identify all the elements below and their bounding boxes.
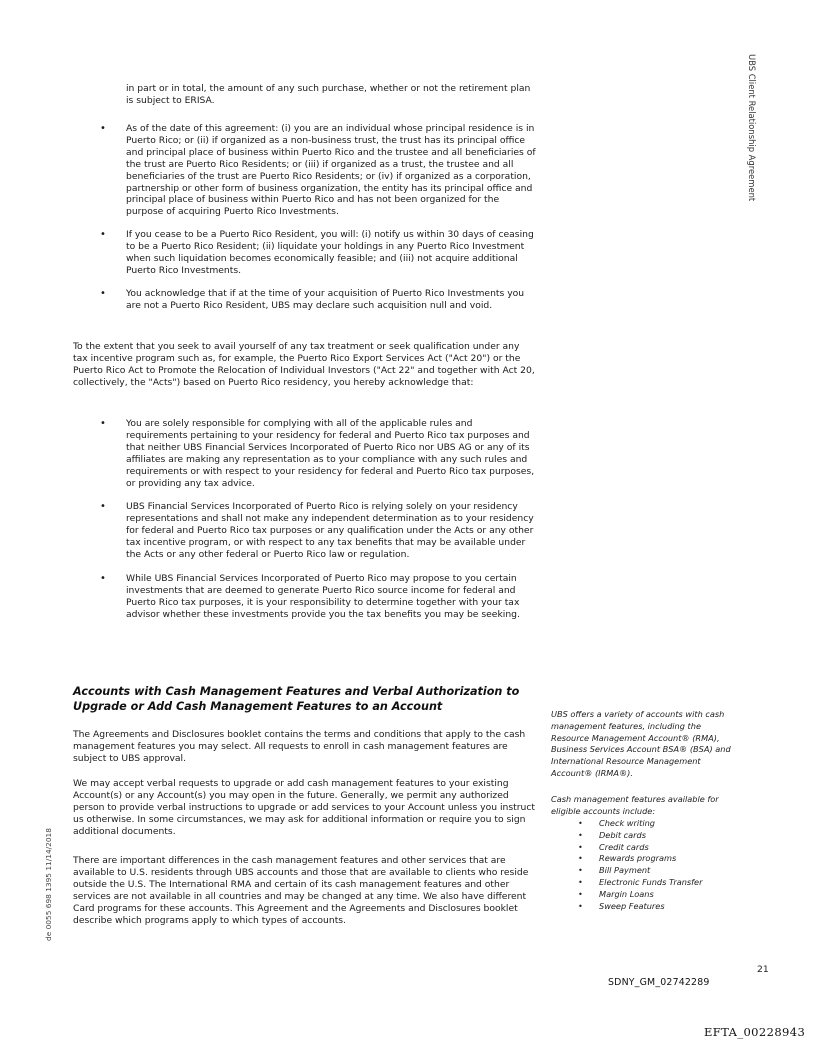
feature-item: • Rewards programs [578, 853, 763, 865]
bullet-text: As of the date of this agreement: (i) you are an individual whose principal residence is in Puerto Rico; or (ii) if organized as a non-business trust, the trust has its principal office and principal place of business within Puerto Rico and the trustee and all beneficiaries of the trust are Puerto Rico Residents; or (iii) if organized as a trust, the trustee and all beneficiaries of the trust are Puerto Rico Residents; or (iv) if organized as a corporation, partnership or other form of business organization, the entity has its principal office and principal place of business within Puerto Rico and has not been organized for the purpose of acquiring Puerto Rico Investments. [126, 123, 536, 218]
sidebar-features-intro: Cash management features available for eligible accounts include: [551, 794, 719, 816]
bullet-dot: • [100, 229, 106, 241]
bullet-dot: • [100, 501, 106, 513]
bullet-dot: • [100, 287, 106, 299]
sidebar-note: UBS offers a variety of accounts with cash management features, including the Resource Management Account® (RMA), Business Services Account BSA® (BSA) and International Resource Management Account® (IRMA®). [551, 709, 731, 778]
bullet-item [100, 501, 536, 561]
bullet-text: You acknowledge that if at the time of your acquisition of Puerto Rico Investments you are not a Puerto Rico Resident, UBS may declare such acquisition null and void. [126, 287, 525, 311]
form-code-vertical: de 0055 698 1395 11/14/2018 [44, 828, 53, 941]
bullet-dot: • [100, 418, 106, 429]
tax-paragraph: To the extent that you seek to avail yourself of any tax treatment or seek qualification under any tax incentive program such as, for example, the Puerto Rico Export Services Act ("Act 20") or the Puerto Rico Act to Promote the Relocation of Individual Investors ("Act 22" and together with Act 20, collectively, the "Acts") based on Puerto Rico residency, you hereby acknowledge that: [73, 341, 535, 388]
intro-paragraph: in part or in total, the amount of any such purchase, whether or not the retirement plan is subject to ERISA. [126, 83, 531, 106]
section-paragraph: The Agreements and Disclosures booklet contains the terms and conditions that apply to the cash management features you may select. All requests to enroll in cash management features are subject to UBS approval. [73, 729, 526, 764]
bullet-dot: • [100, 123, 106, 134]
feature-item: • Bill Payment [578, 865, 763, 877]
efta-identifier: EFTA_00228943 [704, 1025, 806, 1039]
residency-bullet-list [100, 123, 536, 312]
feature-item: • Sweep Features [578, 901, 763, 913]
sidebar-feature-list [551, 818, 763, 912]
bullet-text: If you cease to be a Puerto Rico Resident, you will: (i) notify us within 30 days of ceasing to be a Puerto Rico Resident; (ii) liquidate your holdings in any Puerto Rico Investment when such liquidation becomes economically feasible; and (iii) not acquire additional Puerto Rico Investments. [126, 229, 534, 276]
bullet-item [100, 287, 536, 312]
bates-number: SDNY_GM_02742289 [608, 977, 710, 988]
bullet-item [100, 123, 536, 218]
feature-item: • Margin Loans [578, 889, 763, 901]
bullet-text: You are solely responsible for complying with all of the applicable rules and requirements pertaining to your residency for federal and Puerto Rico tax purposes and that neither UBS Financial Services Incorporated of Puerto Rico nor UBS AG or any of its affiliates are making any representation as to your compliance with any such rules and requirements or with respect to your residency for federal and Puerto Rico tax purposes, or providing any tax advice. [126, 418, 535, 489]
document-title-vertical: UBS Client Relationship Agreement [747, 54, 757, 202]
section-heading: Accounts with Cash Management Features and Verbal Authorization to Upgrade or Add Cash Management Features to an Account [73, 685, 520, 713]
bullet-item [100, 572, 536, 621]
bullet-text: While UBS Financial Services Incorporated of Puerto Rico may propose to you certain investments that are deemed to generate Puerto Rico source income for federal and Puerto Rico tax purposes, it is your responsibility to determine together with your tax advisor whether these investments provide you the tax benefits you may be seeking. [126, 572, 520, 620]
bullet-dot: • [100, 572, 106, 584]
feature-item: • Check writing [578, 818, 763, 830]
bullet-item [100, 418, 536, 489]
bullet-item [100, 229, 536, 277]
section-paragraph: There are important differences in the cash management features and other services that are available to U.S. residents through UBS accounts and those that are available to clients who reside outside the U.S. The International RMA and certain of its cash management features and other services are not available in all countries and may be changed at any time. We also have different Card programs for these accounts. This Agreement and the Agreements and Disclosures booklet describe which programs apply to which types of accounts. [73, 855, 529, 926]
tax-bullet-list [100, 418, 536, 621]
feature-item: • Credit cards [578, 842, 763, 854]
feature-item: • Debit cards [578, 830, 763, 842]
feature-item: • Electronic Funds Transfer [578, 877, 763, 889]
page-number: 21 [757, 964, 769, 975]
section-paragraph: We may accept verbal requests to upgrade or add cash management features to your existing Account(s) or any Account(s) you may open in the future. Generally, we permit any authorized person to provide verbal instructions to upgrade or add services to your Account unless you instruct us otherwise. In some circumstances, we may ask for additional information or require you to sign additional documents. [73, 778, 535, 837]
bullet-text: UBS Financial Services Incorporated of Puerto Rico is relying solely on your residency representations and shall not make any independent determination as to your residency for federal and Puerto Rico tax purposes or any qualification under the Acts or any other tax incentive program, or with respect to any tax benefits that may be available under the Acts or any other federal or Puerto Rico law or regulation. [126, 501, 534, 561]
